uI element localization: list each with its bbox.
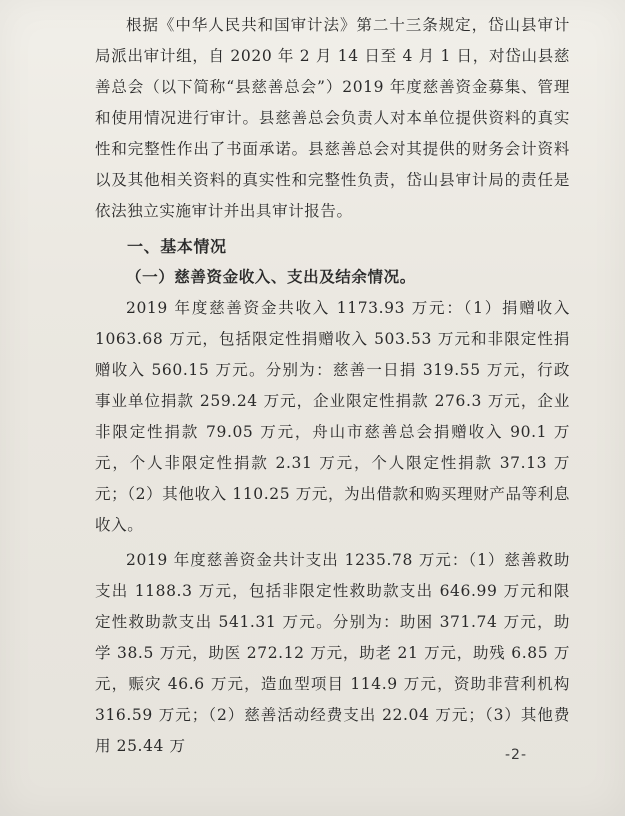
expenditure-paragraph: 2019 年度慈善资金共计支出 1235.78 万元：（1）慈善救助支出 1188.3 万元，包括非限定性救助款支出 646.99 万元和限定性救助款支出 541.31 万元。分别为：助困 371.74 万元，助学 38.5 万元，助医 272.12 万元，助老 21 万元，助残 6.85 万元，赈灾 46.6 万元，造血型项目 114.9 万元，资助非营利机构 316.59 万元；（2）慈善活动经费支出 22.04 万元；（3）其他费用 25.44 万 bbox=[95, 551, 570, 755]
document-body bbox=[95, 10, 570, 762]
section-heading-basic-situation: 一、基本情况 bbox=[127, 237, 227, 256]
page-number: -2- bbox=[505, 747, 528, 763]
intro-paragraph: 根据《中华人民共和国审计法》第二十三条规定，岱山县审计局派出审计组，自 2020 年 2 月 14 日至 4 月 1 日，对岱山县慈善总会（以下简称“县慈善总会”）2019 年度慈善资金募集、管理和使用情况进行审计。县慈善总会负责人对本单位提供资料的真实性和完整性作出了书面承诺。县慈善总会对其提供的财务会计资料以及其他相关资料的真实性和完整性负责，岱山县审计局的责任是依法独立实施审计并出具审计报告。 bbox=[95, 16, 570, 220]
income-paragraph: 2019 年度慈善资金共收入 1173.93 万元：（1）捐赠收入 1063.68 万元，包括限定性捐赠收入 503.53 万元和非限定性捐赠收入 560.15 万元。分别为：慈善一日捐 319.55 万元，行政事业单位捐款 259.24 万元，企业限定性捐款 276.3 万元，企业非限定性捐款 79.05 万元，舟山市慈善总会捐赠收入 90.1 万元，个人非限定性捐款 2.31 万元，个人限定性捐款 37.13 万元；（2）其他收入 110.25 万元，为出借款和购买理财产品等利息收入。 bbox=[95, 299, 570, 534]
subsection-heading-funds: （一）慈善资金收入、支出及结余情况。 bbox=[126, 268, 416, 286]
